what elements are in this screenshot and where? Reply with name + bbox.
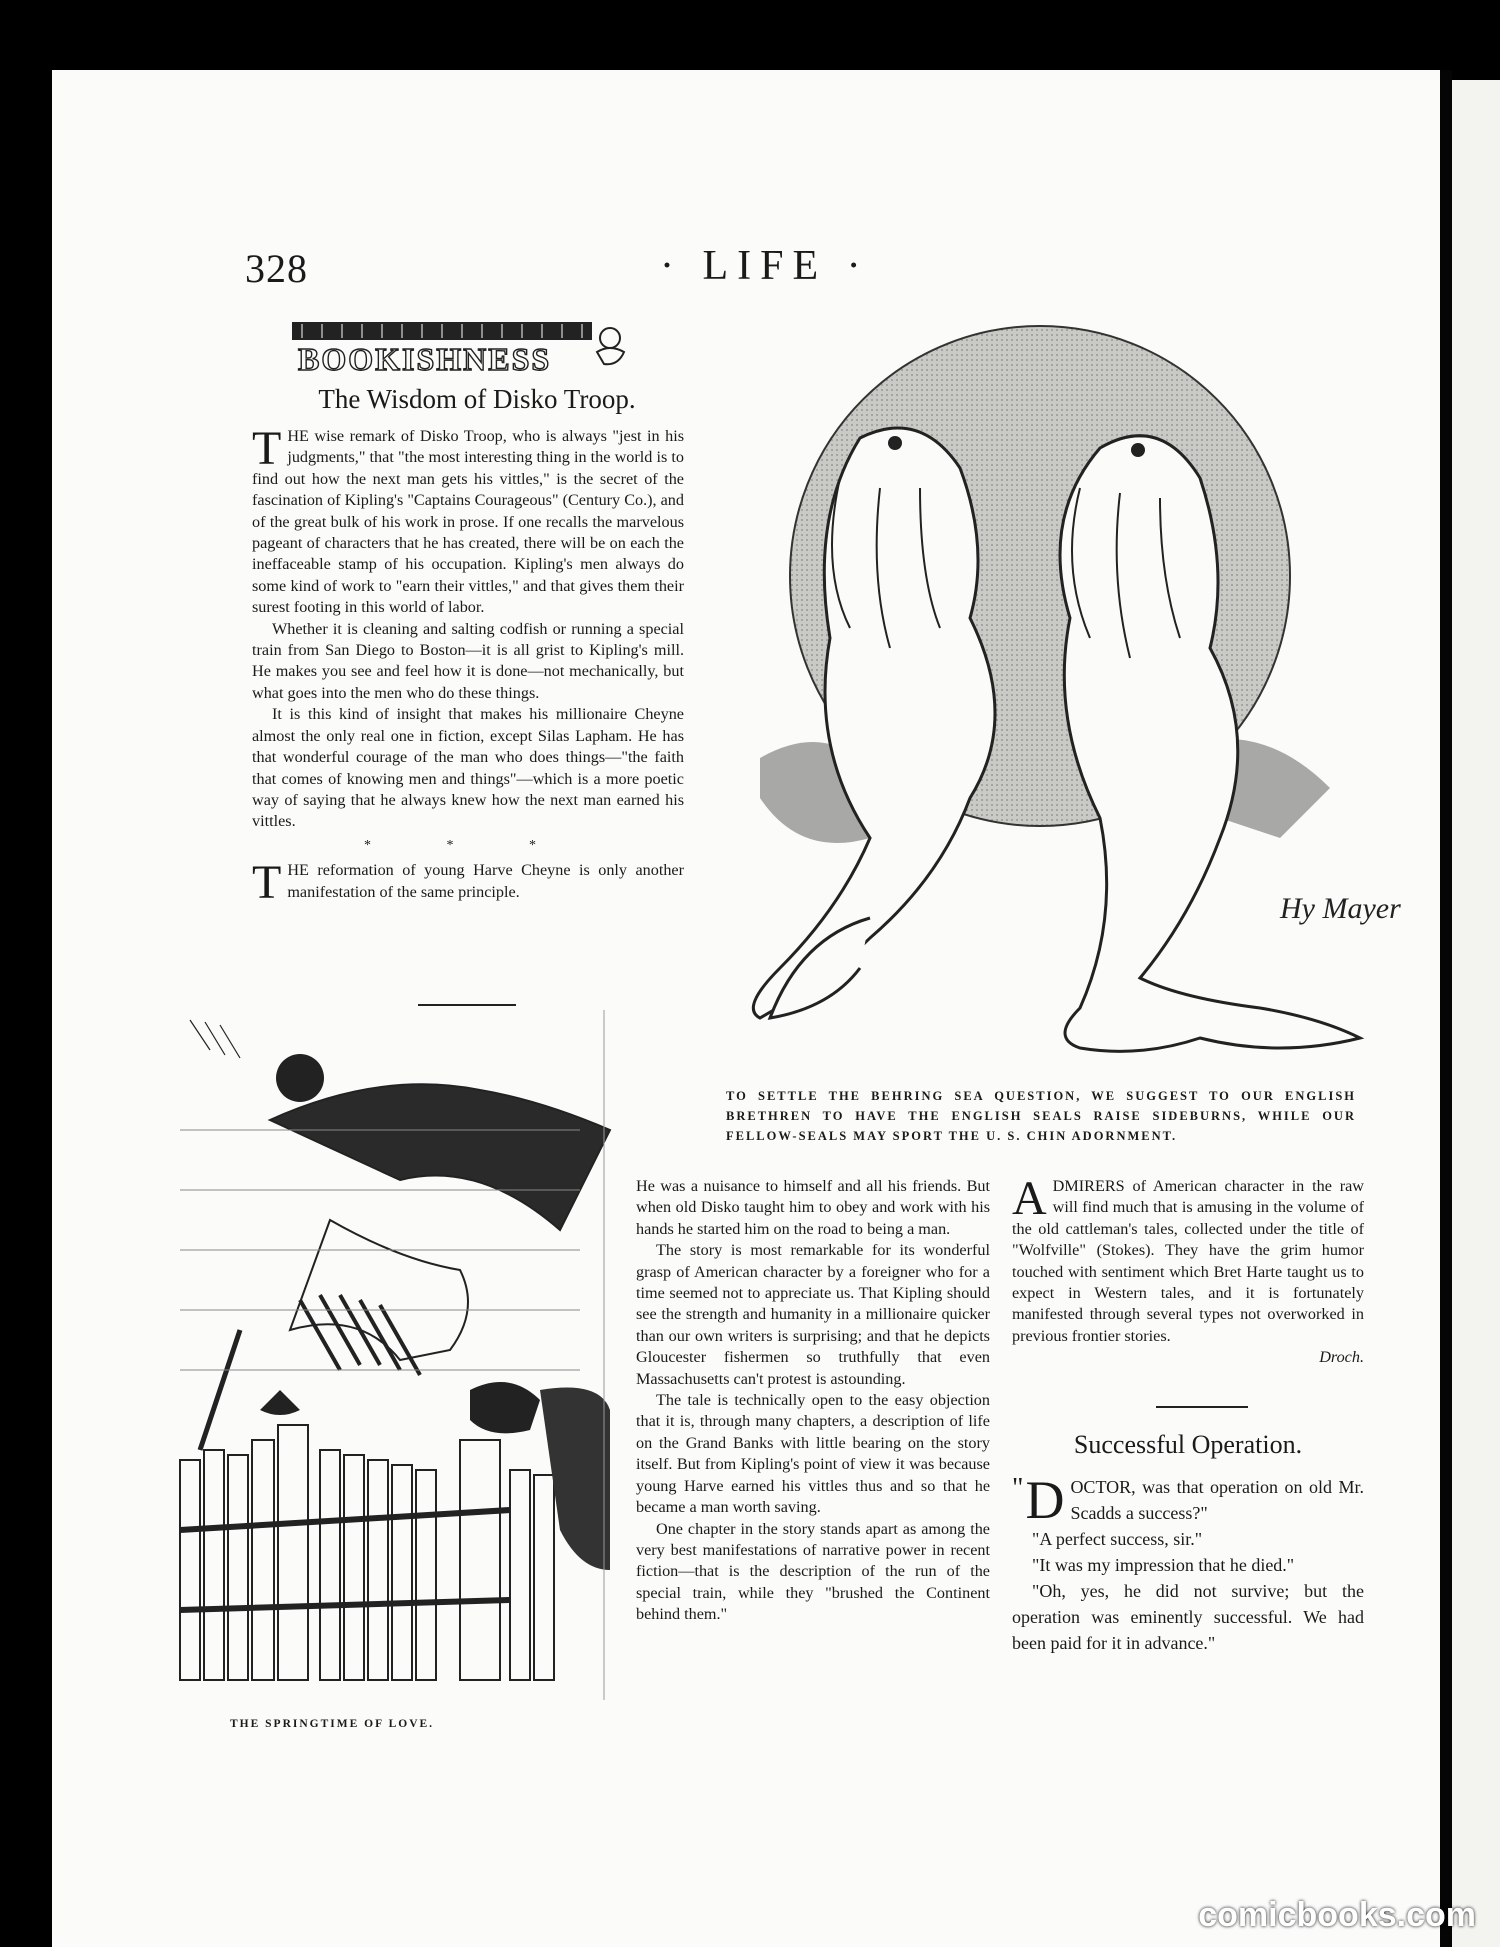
- article-title-disko-troop: The Wisdom of Disko Troop.: [318, 384, 636, 414]
- paragraph: HE wise remark of Disko Troop, who is always "jest in his judgments," that "the most interesting thing in the world is to find out how the next man gets his vittles," is the secret of the fascination of Kipling's "Captains Courageous" (Century Co.), and of the great bulk of his work in prose. If one recalls the marvelous pageant of characters that he has created, there will be on each the ineffaceable stamp of his occupation. Kipling's men always do some kind of work to "earn their vittles," and that gives them their surest footing in this world of labor.: [252, 427, 684, 617]
- paragraph: One chapter in the story stands apart as among the very best manifestations of narrative power in recent fiction—that is the description of the run of the special train, while they "brushed the Continent behind them.": [636, 1519, 990, 1624]
- article-column-middle: [636, 1176, 990, 1626]
- article-column-left: [252, 422, 684, 910]
- article-column-right: [1012, 1172, 1364, 1369]
- drop-cap: T: [252, 422, 282, 475]
- divider: [418, 1004, 516, 1006]
- author-signature: Droch.: [1319, 1348, 1364, 1367]
- facing-page-edge: [1452, 80, 1500, 1947]
- paragraph: HE reformation of young Harve Cheyne is only another manifestation of the same principle.: [287, 861, 684, 901]
- dialogue-line: "Oh, yes, he did not survive; but the operation was eminently successful. We had been paid for it in advance.": [1012, 1581, 1364, 1653]
- open-quote: ": [1012, 1473, 1024, 1504]
- springtime-cartoon-illustration: [180, 1010, 610, 1700]
- seal-cartoon-illustration: [720, 318, 1401, 1078]
- artist-signature: Hy Mayer: [1280, 892, 1401, 925]
- bookishness-header-logo: [292, 318, 632, 378]
- article-title-successful-operation: Successful Operation.: [1073, 1430, 1303, 1459]
- paragraph: It is this kind of insight that makes his millionaire Cheyne almost the only real one in fiction, except Silas Lapham. He has that wonderful courage of the man who does things—"the faith that comes of knowing men and things"—which is a more poetic way of saying that he always knew how the next man earned his vittles.: [252, 705, 684, 831]
- operation-joke: [1012, 1470, 1364, 1656]
- springtime-cartoon-caption: THE SPRINGTIME OF LOVE.: [230, 1718, 435, 1730]
- drop-cap: T: [252, 856, 282, 910]
- seal-cartoon-caption: TO SETTLE THE BEHRING SEA QUESTION, WE SUGGEST TO OUR ENGLISH BRETHREN TO HAVE THE ENGLISH SEALS RAISE SIDEBURNS, WHILE OUR FELLOW-SEALS MAY SPORT THE U. S. CHIN ADORNMENT.: [726, 1089, 1356, 1143]
- divider: [1156, 1406, 1248, 1408]
- section-stars: * * *: [364, 837, 572, 853]
- paragraph: He was a nuisance to himself and all his friends. But when old Disko taught him to obey and work with his hands he started him on the road to being a man.: [636, 1177, 990, 1238]
- watermark: comicbooks.com: [1198, 1896, 1476, 1934]
- paragraph: The story is most remarkable for its wonderful grasp of American character by a foreigner who for a time seemed not to appreciate us. That Kipling should see the strength and humanity in a millionaire quicker than our own writers is surprising; and that he depicts Gloucester fishermen so truthfully that even Massachusetts can't protest is astounding.: [636, 1241, 990, 1388]
- dialogue-line: "A perfect success, sir.": [1032, 1529, 1203, 1549]
- page-gutter: [1440, 70, 1452, 1947]
- page-number: 328: [245, 246, 308, 291]
- paragraph: Whether it is cleaning and salting codfish or running a special train from San Diego to Boston—it is all grist to Kipling's mill. He makes you see and feel how it is done—not mechanically, but what goes into the men who do these things.: [252, 619, 684, 702]
- bookishness-header-text: BOOKISHNESS: [298, 341, 552, 377]
- masthead-title: · LIFE ·: [660, 243, 870, 289]
- paragraph: The tale is technically open to the easy objection that it is, through many chapters, a description of life on the Grand Banks with little bearing on the story itself. But from Kipling's point of view it was because young Harve earned his vittles thus and so that he became a man worth saving.: [636, 1391, 990, 1517]
- drop-cap: A: [1012, 1172, 1047, 1225]
- drop-cap: D: [1025, 1470, 1065, 1530]
- dialogue-line: "It was my impression that he died.": [1032, 1555, 1295, 1575]
- paragraph: DMIRERS of American character in the raw will find much that is amusing in the volume of the old cattleman's tales, collected under the title of "Wolfville" (Stokes). They have the grim humor touched with sentiment which Bret Harte taught us to expect in Western tales, and it is fortunately manifested through several types not overworked in previous frontier stories.: [1012, 1177, 1364, 1345]
- dialogue-line: OCTOR, was that operation on old Mr. Scadds a success?": [1070, 1477, 1364, 1523]
